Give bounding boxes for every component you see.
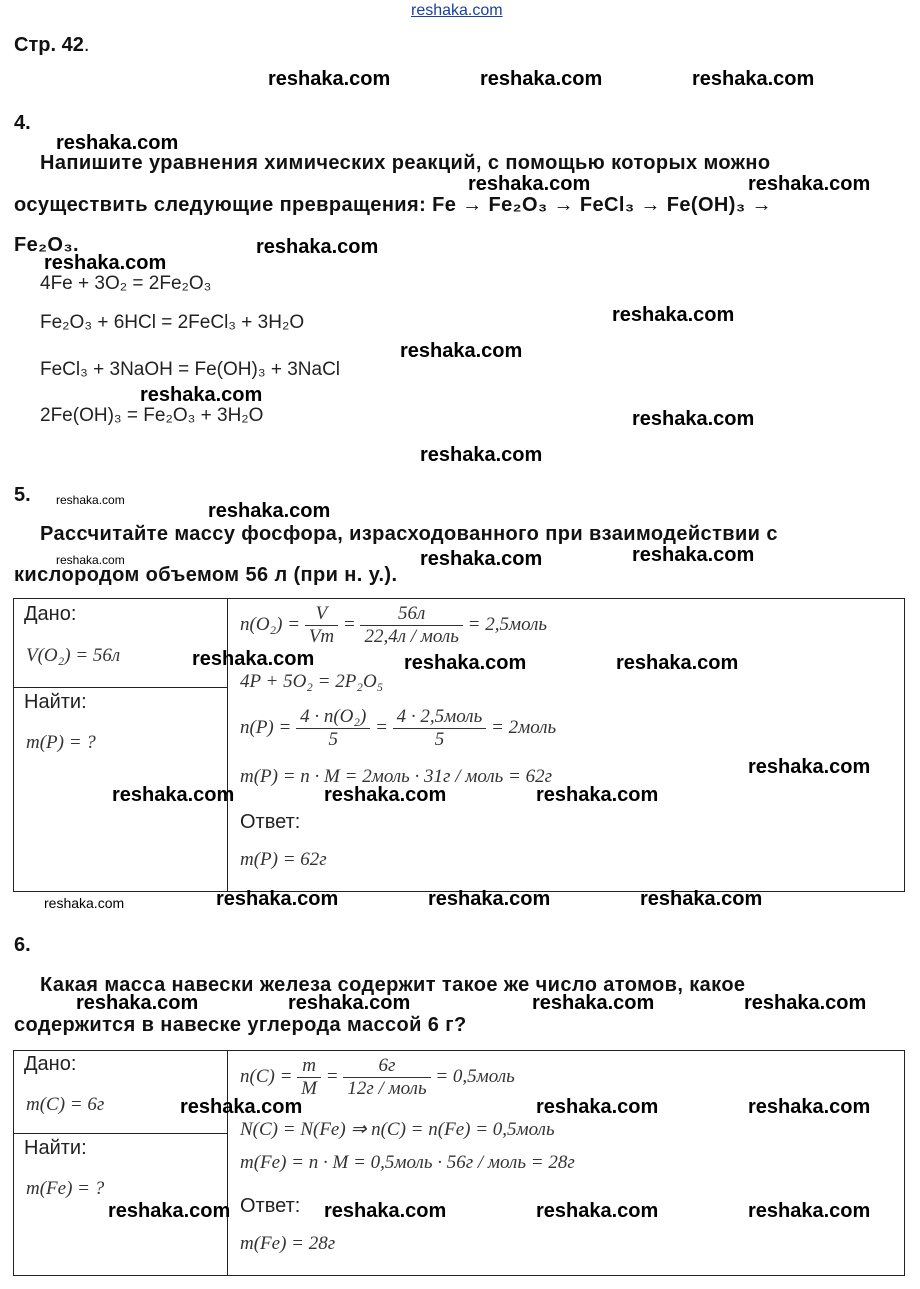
watermark: reshaka.com: [640, 888, 763, 910]
watermark: reshaka.com: [216, 888, 339, 910]
task6-answer-value: m(Fe) = 28г: [240, 1233, 336, 1254]
task4-equation-1: 4Fe + 3O₂ = 2Fe₂O₃: [40, 273, 212, 294]
watermark: reshaka.com: [400, 340, 523, 362]
task5-given-value: V(O₂) = 56л: [26, 645, 121, 666]
task6-calc-mass-fe: m(Fe) = n · M = 0,5моль · 56г / моль = 28г: [240, 1152, 575, 1173]
task5-calc2-fraction2: [393, 706, 487, 751]
task5-calc2-f2-num: 4 · 2,5моль: [396, 706, 483, 727]
watermark: reshaka.com: [428, 888, 551, 910]
task5-calc1-fraction2: [360, 603, 462, 648]
task6-question-line2: содержится в навеске углерода массой 6 г?: [14, 1014, 467, 1036]
task5-given-label: Дано:: [24, 603, 77, 625]
task6-question-line1: Какая масса навески железа содержит такое же число атомов, какое: [40, 974, 746, 996]
page-number-text: Стр. 42: [14, 34, 84, 56]
task6-calc1-f2-num: 6г: [378, 1055, 396, 1076]
task4-question-line3: Fe₂O₃.: [14, 234, 79, 256]
task6-calc-atoms: N(C) = N(Fe) ⇒ n(C) = n(Fe) = 0,5моль: [240, 1119, 555, 1140]
watermark: reshaka.com: [256, 236, 379, 258]
task6-calc1-left: n(C) =: [240, 1065, 293, 1087]
task5-calc-moles-p: [240, 706, 556, 751]
task5-find-label: Найти:: [24, 691, 87, 713]
page-number: [14, 34, 89, 57]
task5-reaction-equation: 4P + 5O₂ = 2P₂O₅: [240, 671, 384, 692]
task5-calc2-f1-den: 5: [296, 728, 370, 751]
task5-table-divider: [227, 598, 228, 891]
task5-calc2-result: = 2моль: [491, 716, 557, 738]
watermark: reshaka.com: [480, 68, 603, 90]
task5-given-find-divider: [13, 687, 227, 688]
watermark: reshaka.com: [420, 444, 543, 466]
task6-calc1-fraction1: [297, 1055, 321, 1100]
task6-given-label: Дано:: [24, 1053, 77, 1075]
task6-calc1-fraction2: [343, 1055, 430, 1100]
watermark: reshaka.com: [44, 252, 167, 274]
task5-calc1-left: n(O₂) =: [240, 613, 301, 635]
task5-calc1-equals: =: [342, 613, 356, 635]
task6-calc1-f1-den: M: [297, 1077, 321, 1100]
task5-calc1-f2-num: 56л: [398, 603, 426, 624]
task5-calc1-result: = 2,5моль: [467, 613, 548, 635]
watermark: reshaka.com: [744, 992, 867, 1014]
task4-number: 4.: [14, 112, 31, 134]
watermark: reshaka.com: [632, 544, 755, 566]
watermark: reshaka.com: [536, 784, 659, 806]
watermark-small: reshaka.com: [56, 493, 125, 507]
watermark-small: reshaka.com: [44, 895, 125, 911]
watermark: reshaka.com: [112, 784, 235, 806]
task5-calc-moles-o2: [240, 603, 547, 648]
task5-calc-mass-p: m(P) = n · M = 2моль · 31г / моль = 62г: [240, 766, 553, 787]
watermark: reshaka.com: [692, 68, 815, 90]
watermark: reshaka.com: [468, 173, 591, 195]
watermark: reshaka.com: [180, 1096, 303, 1118]
task5-find-value: m(P) = ?: [26, 732, 96, 753]
watermark: reshaka.com: [324, 1200, 447, 1222]
task6-find-value: m(Fe) = ?: [26, 1178, 105, 1199]
task4-equation-4: 2Fe(OH)₃ = Fe₂O₃ + 3H₂O: [40, 405, 264, 426]
watermark: reshaka.com: [140, 384, 263, 406]
task6-calc1-result: = 0,5моль: [435, 1065, 515, 1087]
task5-calc1-fraction1: [305, 603, 338, 648]
watermark: reshaka.com: [748, 1096, 871, 1118]
watermark: reshaka.com: [612, 304, 735, 326]
task5-question-line2: кислородом объемом 56 л (при н. у.).: [14, 564, 398, 586]
task5-answer-value: m(P) = 62г: [240, 849, 327, 870]
task6-calc1-f1-num: m: [302, 1055, 316, 1076]
watermark: reshaka.com: [748, 1200, 871, 1222]
task6-given-value: m(C) = 6г: [26, 1094, 105, 1115]
task6-given-find-divider: [13, 1133, 227, 1134]
task4-equation-3: FeCl₃ + 3NaOH = Fe(OH)₃ + 3NaCl: [40, 359, 341, 380]
watermark: reshaka.com: [56, 132, 179, 154]
task4-equation-2: Fe₂O₃ + 6HCl = 2FeCl₃ + 3H₂O: [40, 312, 305, 333]
watermark-small: reshaka.com: [56, 553, 125, 567]
watermark: reshaka.com: [616, 652, 739, 674]
task5-calc1-f1-num: V: [315, 603, 328, 624]
watermark: reshaka.com: [536, 1096, 659, 1118]
watermark: reshaka.com: [192, 648, 315, 670]
task6-find-label: Найти:: [24, 1137, 87, 1159]
task6-calc-moles-c: [240, 1055, 515, 1100]
watermark: reshaka.com: [288, 992, 411, 1014]
task5-number: 5.: [14, 484, 31, 506]
task5-calc2-equals: =: [375, 716, 388, 738]
page-number-period: .: [83, 34, 90, 56]
watermark: reshaka.com: [420, 548, 543, 570]
watermark: reshaka.com: [632, 408, 755, 430]
watermark: reshaka.com: [208, 500, 331, 522]
task4-question-line2: осуществить следующие превращения: Fe → Fe₂O₃ → FeCl₃ → Fe(OH)₃ →: [14, 194, 772, 216]
task6-calc1-equals: =: [325, 1065, 339, 1087]
task5-calc2-left: n(P) =: [240, 716, 292, 738]
task5-calc2-fraction1: [296, 706, 370, 751]
watermark: reshaka.com: [532, 992, 655, 1014]
task6-table-divider: [227, 1050, 228, 1275]
task5-calc2-f2-den: 5: [393, 728, 487, 751]
watermark: reshaka.com: [324, 784, 447, 806]
task4-question-line1: Напишите уравнения химических реакций, с помощью которых можно: [40, 152, 771, 174]
task5-calc2-f1-num: 4 · n(O₂): [300, 706, 367, 727]
task5-calc1-f2-den: 22,4л / моль: [360, 625, 462, 648]
watermark: reshaka.com: [268, 68, 391, 90]
watermark: reshaka.com: [536, 1200, 659, 1222]
watermark: reshaka.com: [748, 756, 871, 778]
watermark: reshaka.com: [748, 173, 871, 195]
task5-calc1-f1-den: Vm: [305, 625, 338, 648]
task6-number: 6.: [14, 934, 31, 956]
task5-question-line1: Рассчитайте массу фосфора, израсходованного при взаимодействии с: [40, 523, 778, 545]
watermark: reshaka.com: [76, 992, 199, 1014]
task6-answer-label: Ответ:: [240, 1195, 301, 1217]
watermark: reshaka.com: [108, 1200, 231, 1222]
site-header-link[interactable]: reshaka.com: [411, 2, 503, 19]
watermark: reshaka.com: [404, 652, 527, 674]
task6-calc1-f2-den: 12г / моль: [343, 1077, 430, 1100]
task5-answer-label: Ответ:: [240, 811, 301, 833]
